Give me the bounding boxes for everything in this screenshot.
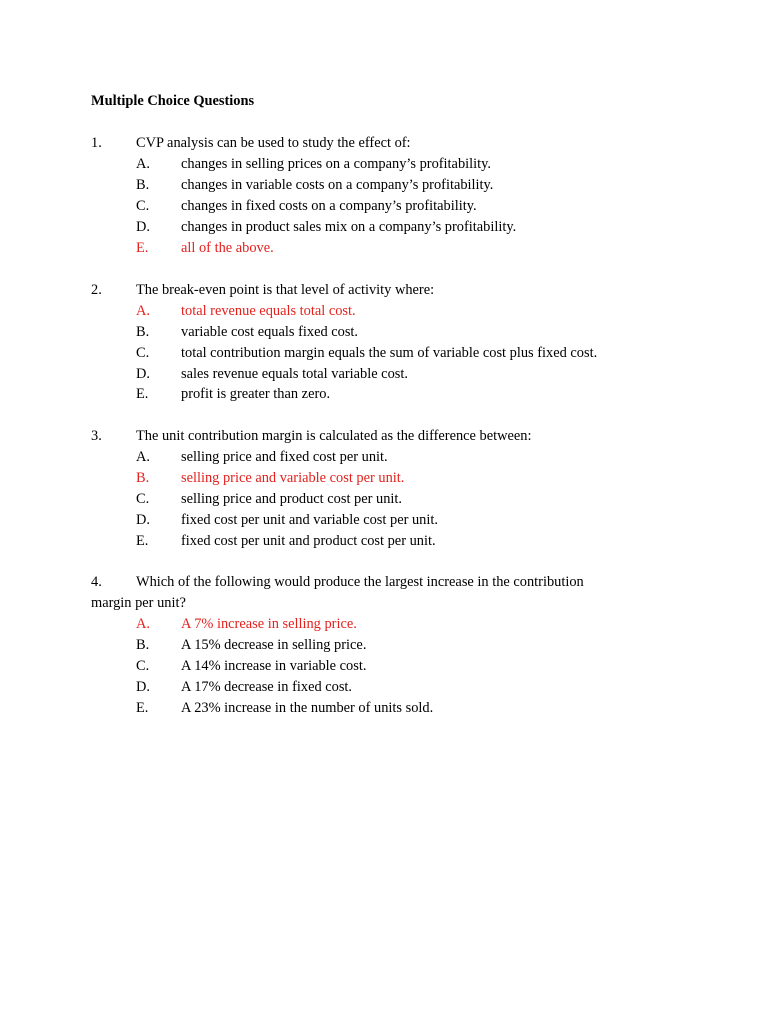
option-letter: D.	[136, 366, 150, 382]
option-text: variable cost equals fixed cost.	[181, 324, 359, 340]
option-text: A 15% decrease in selling price.	[181, 637, 367, 653]
correct-option-text: A 7% increase in selling price.	[181, 616, 357, 632]
option-text: fixed cost per unit and product cost per unit.	[181, 533, 436, 549]
question-text: Which of the following would produce the largest increase in the contribution	[136, 574, 584, 590]
option-text: fixed cost per unit and variable cost per unit.	[181, 512, 438, 528]
option-letter: E.	[136, 386, 149, 402]
option-letter: B.	[136, 637, 150, 653]
option-text: profit is greater than zero.	[181, 386, 331, 402]
option-letter: C.	[136, 198, 150, 214]
option-letter: E.	[136, 533, 149, 549]
option-text: A 17% decrease in fixed cost.	[181, 679, 353, 695]
option-text: changes in variable costs on a company’s profitability.	[181, 177, 494, 193]
option-letter: C.	[136, 345, 150, 361]
option-text: sales revenue equals total variable cost.	[181, 366, 408, 382]
option-text: changes in product sales mix on a company’s profitability.	[181, 219, 517, 235]
correct-option-text: selling price and variable cost per unit.	[181, 470, 405, 486]
option-letter: D.	[136, 219, 150, 235]
option-letter: E.	[136, 700, 149, 716]
question-number: 1.	[91, 135, 102, 151]
option-text: changes in fixed costs on a company’s profitability.	[181, 198, 477, 214]
question-text: CVP analysis can be used to study the effect of:	[136, 135, 411, 151]
option-letter: A.	[136, 156, 150, 172]
option-letter: A.	[136, 449, 150, 465]
option-letter: C.	[136, 658, 150, 674]
option-text: A 23% increase in the number of units sold.	[181, 700, 434, 716]
option-letter: D.	[136, 512, 150, 528]
correct-option-letter: A.	[136, 303, 150, 319]
correct-option-letter: E.	[136, 240, 149, 256]
question-number: 3.	[91, 428, 102, 444]
option-text: total contribution margin equals the sum of variable cost plus fixed cost.	[181, 345, 598, 361]
question-text: The unit contribution margin is calculated as the difference between:	[136, 428, 532, 444]
correct-option-text: all of the above.	[181, 240, 274, 256]
option-letter: B.	[136, 177, 150, 193]
correct-option-letter: B.	[136, 470, 150, 486]
question-number: 2.	[91, 282, 102, 298]
option-text: changes in selling prices on a company’s profitability.	[181, 156, 491, 172]
page-title: Multiple Choice Questions	[91, 93, 255, 109]
option-letter: D.	[136, 679, 150, 695]
question-text: The break-even point is that level of activity where:	[136, 282, 435, 298]
question-number: 4.	[91, 574, 102, 590]
option-text: selling price and fixed cost per unit.	[181, 449, 388, 465]
correct-option-letter: A.	[136, 616, 150, 632]
option-letter: C.	[136, 491, 150, 507]
option-text: selling price and product cost per unit.	[181, 491, 402, 507]
option-letter: B.	[136, 324, 150, 340]
correct-option-text: total revenue equals total cost.	[181, 303, 356, 319]
question-text-continued: margin per unit?	[91, 595, 186, 611]
option-text: A 14% increase in variable cost.	[181, 658, 367, 674]
